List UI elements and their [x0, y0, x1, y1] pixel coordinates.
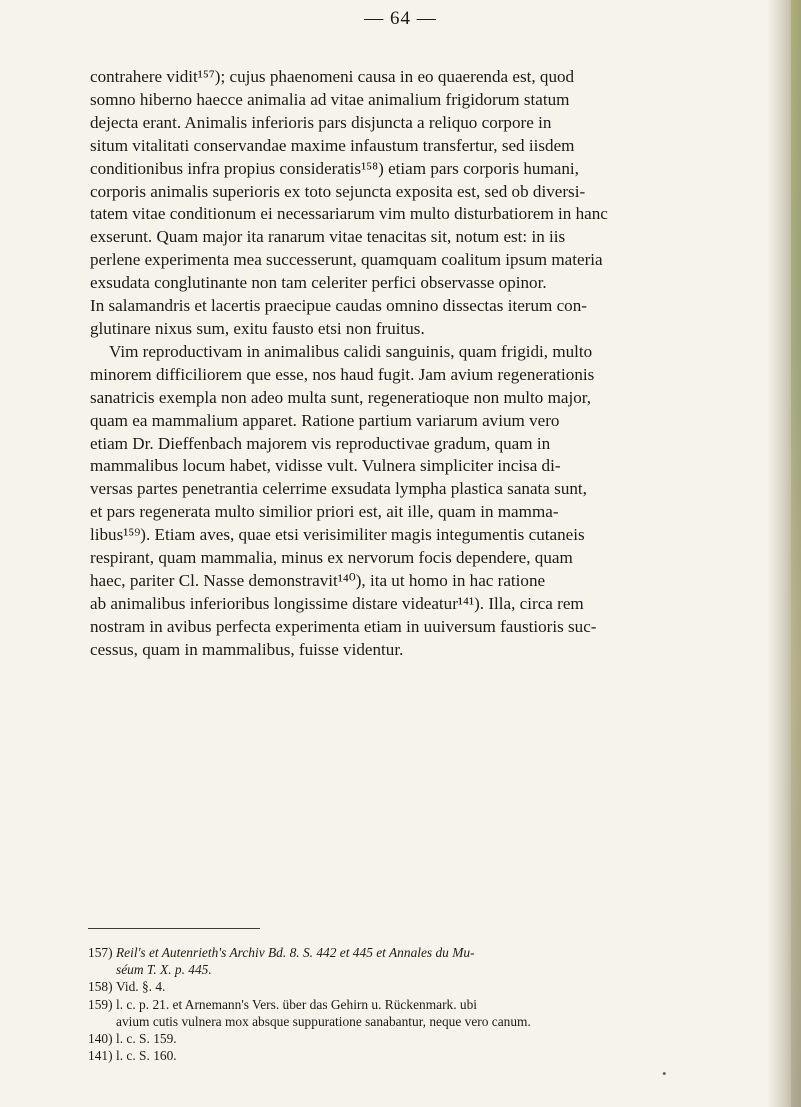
text-line: ab animalibus inferioribus longissime distare videatur¹⁴¹). Illa, circa rem	[90, 593, 584, 613]
text-line: haec, pariter Cl. Nasse demonstravit¹⁴⁰), ita ut homo in hac ratione	[90, 570, 546, 590]
text-line: corporis animalis superioris ex toto sejuncta exposita est, sed ob diversi-	[90, 181, 586, 201]
footnote-158	[88, 978, 760, 995]
footnote-157	[88, 944, 760, 978]
footnote-divider	[88, 928, 260, 929]
text-line: nostram in avibus perfecta experimenta etiam in uuiversum faustioris suc-	[90, 616, 597, 636]
footnote-140	[88, 1030, 760, 1047]
footnote-text: Vid. §. 4.	[116, 979, 166, 995]
text-line: Vim reproductivam in animalibus calidi sanguinis, quam frigidi, multo	[109, 341, 593, 361]
footnote-number: 159)	[88, 996, 113, 1012]
footnote-number: 157)	[88, 945, 113, 960]
footnote-line: séum T. X. p. 445.	[116, 962, 212, 978]
footnote-text: l. c. p. 21. et Arnemann's Vers. über das Gehirn u. Rückenmark. ubi	[116, 996, 478, 1012]
stray-mark: •	[662, 1066, 667, 1081]
text-line: tatem vitae conditionum ei necessariarum vim multo disturbatiorem in hanc	[90, 204, 608, 224]
text-line: perlene experimenta mea successerunt, quamquam coalitum ipsum materia	[90, 250, 603, 270]
footnote-line	[88, 1030, 760, 1047]
paragraph-1	[90, 66, 758, 341]
text-line: In salamandris et lacertis praecipue caudas omnino dissectas iterum con-	[90, 296, 587, 316]
footnote-text: Reil's et Autenrieth's Archiv Bd. 8. S. 442 et 445 et Annales du Mu-	[116, 945, 475, 960]
text-line: mammalibus locum habet, vidisse vult. Vulnera simpliciter incisa di-	[90, 456, 561, 476]
footnote-number: 141)	[88, 1048, 113, 1064]
footnote-line: avium cutis vulnera mox absque suppuratione sanabantur, neque vero canum.	[116, 1013, 531, 1029]
footnote-line	[88, 996, 760, 1013]
footnote-159	[88, 996, 760, 1030]
footnote-text: l. c. S. 160.	[116, 1048, 177, 1064]
text-line: etiam Dr. Dieffenbach majorem vis reproductivae gradum, quam in	[90, 433, 551, 453]
footnote-141	[88, 1047, 760, 1064]
page-edge-stain	[791, 0, 801, 1107]
text-line: contrahere vidit¹⁵⁷); cujus phaenomeni causa in eo quaerenda est, quod	[90, 67, 575, 86]
footnote-line	[88, 978, 760, 995]
text-line: libus¹⁵⁹). Etiam aves, quae etsi verisimiliter magis integumentis cutaneis	[90, 525, 585, 545]
text-line: et pars regenerata multo similior priori est, ait ille, quam in mamma-	[90, 502, 559, 522]
footnote-number: 140)	[88, 1031, 113, 1047]
text-line: exserunt. Quam major ita ranarum vitae tenacitas sit, notum est: in iis	[90, 227, 566, 247]
footnote-line	[88, 944, 760, 961]
footnotes	[88, 944, 760, 1064]
text-line: somno hiberno haecce animalia ad vitae animalium frigidorum statum	[90, 89, 570, 109]
text-line: situm vitalitati conservandae maxime infaustum transfertur, sed iisdem	[90, 135, 575, 155]
text-line: dejecta erant. Animalis inferioris pars disjuncta a reliquo corpore in	[90, 112, 552, 132]
text-line: cessus, quam in mammalibus, fuisse videntur.	[90, 639, 404, 659]
footnote-line	[88, 1047, 760, 1064]
text-line: minorem difficiliorem que esse, nos haud fugit. Jam avium regenerationis	[90, 364, 595, 384]
footnote-number: 158)	[88, 979, 113, 995]
main-text	[90, 66, 758, 662]
text-line: versas partes penetrantia celerrime exsudata lympha plastica sanata sunt,	[90, 479, 587, 499]
page-header: — 64 —	[364, 8, 437, 29]
text-line: glutinare nixus sum, exitu fausto etsi non fruitus.	[90, 318, 425, 338]
footnote-text: l. c. S. 159.	[116, 1031, 177, 1047]
text-line: conditionibus infra propius consideratis¹⁵⁸) etiam pars corporis humani,	[90, 158, 579, 178]
paragraph-2	[90, 341, 758, 662]
text-line: sanatricis exempla non adeo multa sunt, regeneratioque non multo major,	[90, 387, 592, 407]
text-line: quam ea mammalium apparet. Ratione partium variarum avium vero	[90, 410, 560, 430]
text-line: exsudata conglutinante non tam celeriter perfici observasse opinor.	[90, 273, 547, 293]
text-line: respirant, quam mammalia, minus ex nervorum focis dependere, quam	[90, 548, 573, 568]
